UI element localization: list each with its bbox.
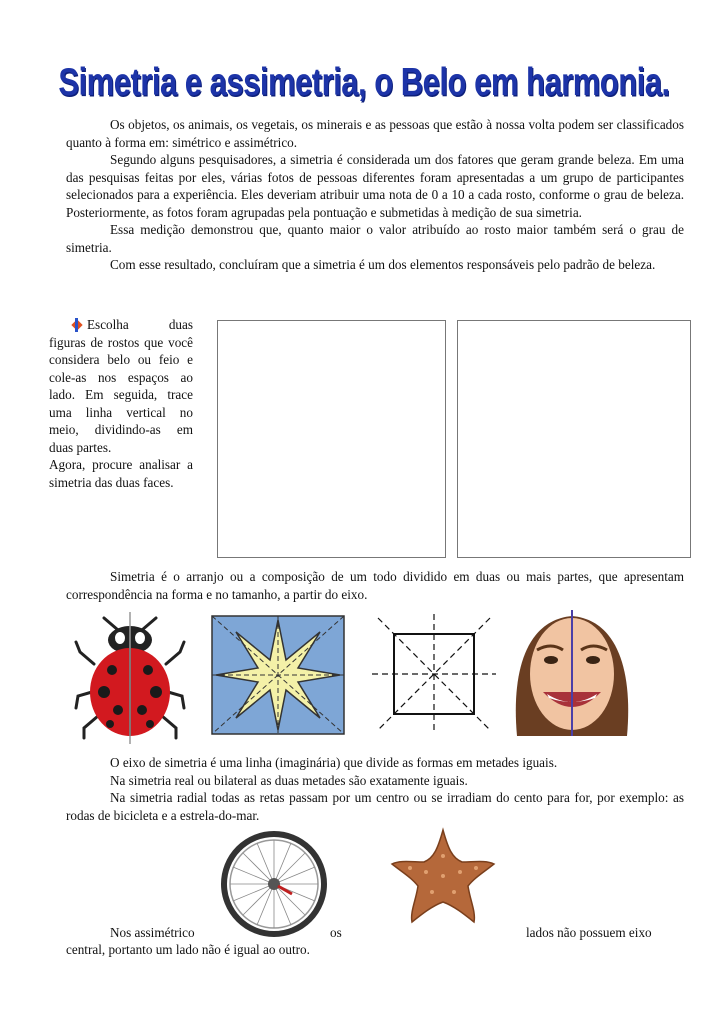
square-axes-image	[372, 614, 496, 734]
bullet-icon	[73, 321, 81, 329]
intro-paragraph-4: Com esse resultado, concluíram que a simetria é um dos elementos responsáveis pelo padrão de beleza.	[110, 257, 656, 272]
axis-paragraph-3: Na simetria radial todas as retas passam por um centro ou se irradiam do cento para for, por exemplo: as rodas de bicicleta e a estrela-do-mar.	[66, 790, 684, 823]
asym-text-c: lados não possuem eixo	[526, 925, 652, 940]
face-paste-box-right[interactable]	[457, 320, 691, 558]
starfish-image	[390, 826, 496, 926]
page-title: Simetria e assimetria, o Belo em harmonia.	[58, 60, 670, 104]
star-tile-image	[210, 614, 346, 736]
intro-paragraph-1: Os objetos, os animais, os vegetais, os minerais e as pessoas que estão à nossa volta podem ser classificados quanto à forma em: simétrico e assimétrico.	[66, 117, 684, 150]
axis-paragraph-1: O eixo de simetria é uma linha (imaginária) que divide as formas em metades iguais.	[110, 755, 558, 770]
symmetry-definition: Simetria é o arranjo ou a composição de um todo dividido em duas ou mais partes, que apresentam correspondência na forma e no tamanho, a partir do eixo.	[66, 569, 684, 602]
asym-text-b: os	[330, 925, 342, 940]
axis-paragraph-2: Na simetria real ou bilateral as duas metades são exatamente iguais.	[110, 772, 468, 788]
face-paste-box-left[interactable]	[217, 320, 446, 558]
activity-text-2: Agora, procure analisar a simetria das duas faces.	[49, 457, 193, 490]
activity-instructions	[49, 316, 193, 491]
intro-paragraph-2: Segundo alguns pesquisadores, a simetria é considerada um dos fatores que geram grande beleza. Em uma das pesquisas feitas por eles, várias fotos de pessoas diferentes foram apresentadas a um grupo de participantes selecionados para a experiência. Eles deveriam atribuir uma nota de 0 a 10 a cada rosto, conforme o grau de beleza. Posteriormente, as fotos foram agrupadas pela pontuação e submetidas à medição de sua simetria.	[66, 152, 684, 220]
axis-text	[66, 754, 684, 824]
ladybug-image	[74, 612, 186, 744]
face-image	[507, 610, 637, 736]
activity-text-1: Escolha duas figuras de rostos que você considera belo ou feio e cole-as nos espaços ao lado. Em seguida, trace uma linha vertical no meio, dividindo-as em duas partes.	[49, 317, 193, 455]
bicycle-wheel-image	[218, 830, 330, 938]
intro-text	[66, 116, 684, 274]
intro-paragraph-3: Essa medição demonstrou que, quanto maior o valor atribuído ao rosto maior também será o grau de simetria.	[66, 222, 684, 255]
asym-text-a: Nos assimétrico	[110, 925, 195, 940]
asym-text-d: central, portanto um lado não é igual ao outro.	[66, 942, 310, 957]
